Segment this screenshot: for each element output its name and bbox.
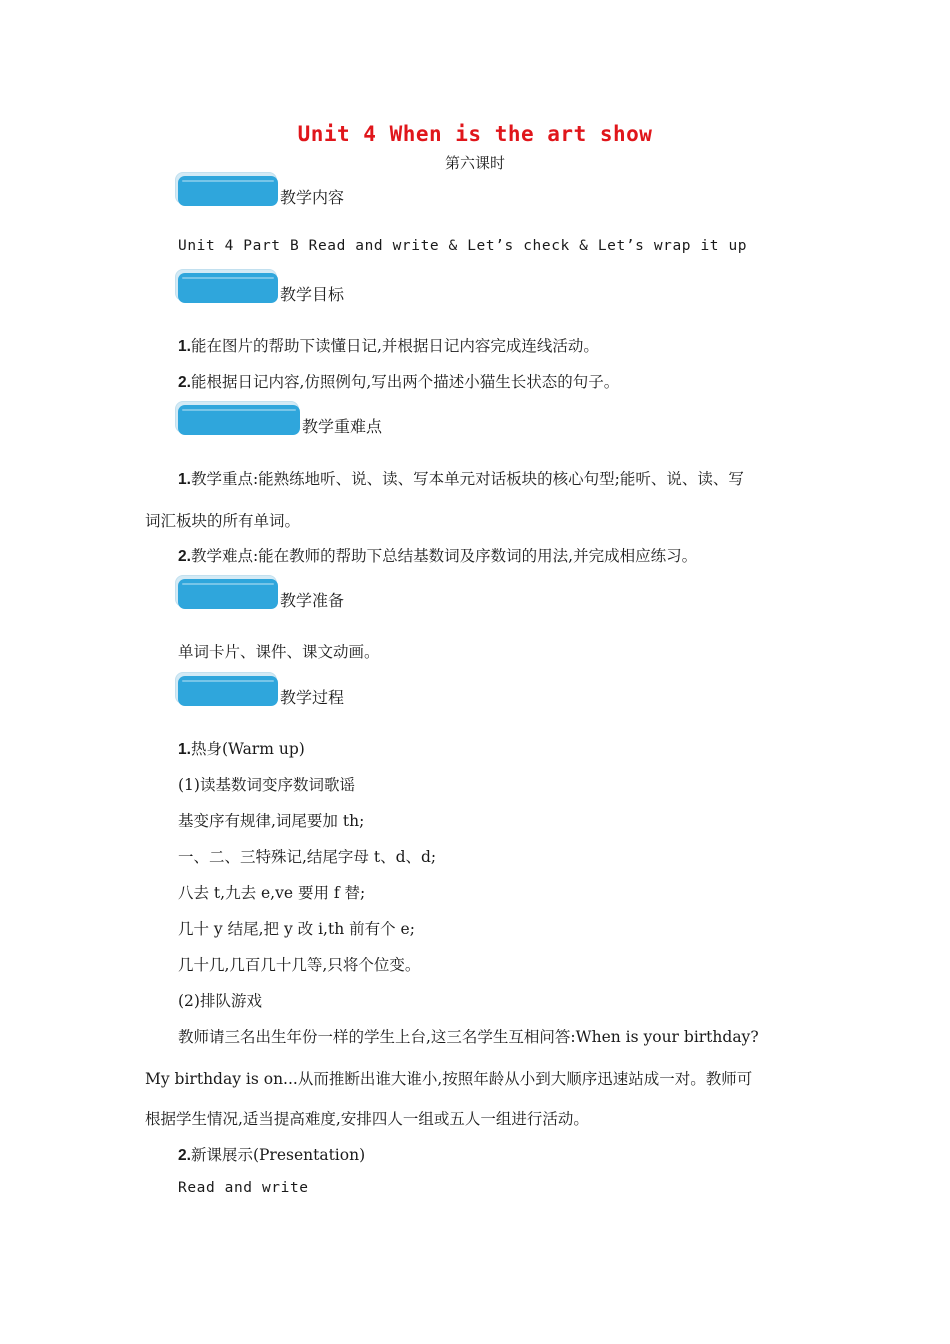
process-substep: (1)读基数词变序数词歌谣 [178,776,355,794]
document-title: Unit 4 When is the art show [297,122,653,146]
section-tab-badge [178,676,278,706]
section-label: 教学内容 [280,188,345,207]
process-substep: (2)排队游戏 [178,992,262,1010]
game-description: 根据学生情况,适当提高难度,安排四人一组或五人一组进行活动。 [145,1110,589,1128]
rhyme-line: 几十 y 结尾,把 y 改 i,th 前有个 e; [178,920,415,938]
process-step-warmup: 1.热身(Warm up) [178,740,305,758]
game-description: 教师请三名出生年份一样的学生上台,这三名学生互相问答:When is your birthday? [178,1028,759,1046]
section-label: 教学准备 [280,591,345,610]
rhyme-line: 基变序有规律,词尾要加 th; [178,812,365,830]
key-point-item: 1.教学重点:能熟练地听、说、读、写本单元对话板块的核心句型;能听、说、读、写 [178,470,744,488]
key-point-continuation: 词汇板块的所有单词。 [145,512,301,530]
section-tab-badge [178,273,278,303]
rhyme-line: 几十几,几百几十几等,只将个位变。 [178,956,421,974]
section-tab-badge [178,176,278,206]
rhyme-line: 八去 t,九去 e,ve 要用 f 替; [178,884,366,902]
rhyme-line: 一、二、三特殊记,结尾字母 t、d、d; [178,848,437,866]
section-tab-badge [178,405,300,435]
objective-item: 1.能在图片的帮助下读懂日记,并根据日记内容完成连线活动。 [178,337,599,355]
section-tab-badge [178,579,278,609]
preparation-text: 单词卡片、课件、课文动画。 [178,643,380,661]
game-description: My birthday is on...从而推断出谁大谁小,按照年龄从小到大顺序迅速站成一对。教师可 [145,1070,753,1088]
section-label: 教学目标 [280,285,345,304]
key-point-item: 2.教学难点:能在教师的帮助下总结基数词及序数词的用法,并完成相应练习。 [178,547,698,565]
objective-item: 2.能根据日记内容,仿照例句,写出两个描述小猫生长状态的句子。 [178,373,620,391]
lesson-number: 第六课时 [444,154,505,172]
process-substep: Read and write [178,1180,309,1196]
section-label: 教学过程 [280,688,345,707]
lesson-scope: Unit 4 Part B Read and write & Let’s check & Let’s wrap it up [178,238,748,254]
section-label: 教学重难点 [302,417,383,436]
process-step-presentation: 2.新课展示(Presentation) [178,1146,366,1164]
